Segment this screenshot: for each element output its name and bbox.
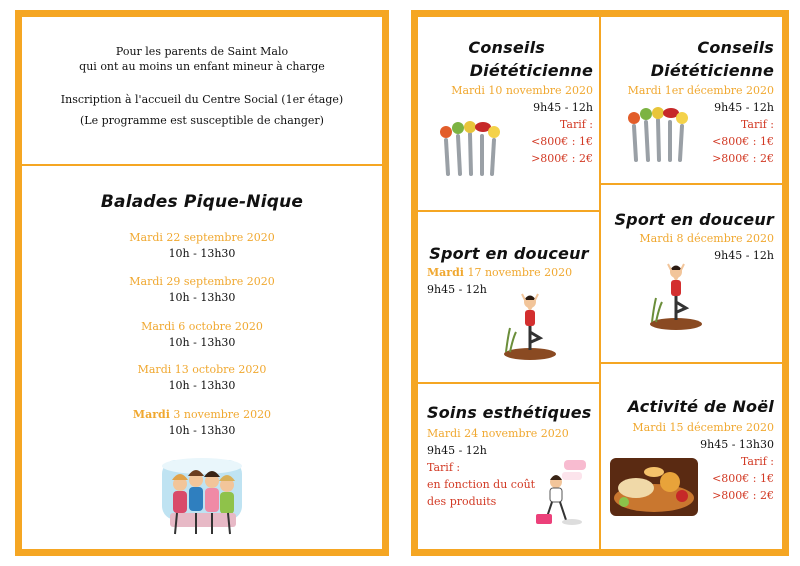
soins-desc-2: des produits bbox=[427, 495, 497, 508]
yoga-woman-illustration bbox=[500, 292, 558, 362]
balade-item bbox=[22, 363, 382, 408]
conseils-tarif: Tarif : bbox=[559, 118, 593, 131]
balade-date-day: Mardi bbox=[132, 408, 170, 421]
conseils-date: Mardi 10 novembre 2020 bbox=[451, 84, 593, 97]
sport-date: Mardi 8 décembre 2020 bbox=[639, 232, 774, 245]
noel-tarif: Tarif : bbox=[740, 455, 774, 468]
balade-time: 10h - 13h30 bbox=[168, 247, 236, 260]
divider-l2 bbox=[418, 382, 600, 384]
balade-time: 10h - 13h30 bbox=[168, 336, 236, 349]
right-center-divider bbox=[599, 17, 601, 549]
sport-info-2 bbox=[602, 232, 774, 262]
balade-item bbox=[22, 275, 382, 320]
intro-line1: Pour les parents de Saint Malo bbox=[115, 45, 289, 58]
conseils-title-2: Diététicienne bbox=[650, 61, 774, 80]
divider-l1 bbox=[418, 210, 600, 212]
balades-title: Balades Pique-Nique bbox=[100, 192, 304, 212]
conseils-price-high: >800€ : 2€ bbox=[531, 152, 593, 165]
soins-tarif: Tarif : bbox=[427, 461, 461, 474]
sport-date-day: Mardi bbox=[427, 266, 464, 279]
noel-title: Activité de Noël bbox=[627, 397, 774, 416]
divider-r1 bbox=[600, 183, 782, 185]
christmas-meal-illustration bbox=[610, 458, 698, 516]
balade-item bbox=[22, 408, 382, 437]
divider-r2 bbox=[600, 362, 782, 364]
beauty-woman-illustration bbox=[532, 458, 588, 528]
balade-time: 10h - 13h30 bbox=[168, 424, 236, 437]
intro-line2: qui ont au moins un enfant mineur à charge bbox=[79, 60, 325, 73]
soins-date: Mardi 24 novembre 2020 bbox=[427, 427, 569, 440]
conseils-price-low: <800€ : 1€ bbox=[531, 135, 593, 148]
noel-time: 9h45 - 13h30 bbox=[700, 438, 774, 451]
balade-date: Mardi 29 septembre 2020 bbox=[129, 275, 275, 288]
soins-title: Soins esthétiques bbox=[427, 403, 592, 422]
intro-block bbox=[22, 44, 382, 128]
balade-time: 10h - 13h30 bbox=[168, 379, 236, 392]
balade-date: Mardi 13 octobre 2020 bbox=[137, 363, 267, 376]
conseils-date: Mardi 1er décembre 2020 bbox=[627, 84, 774, 97]
program-note: (Le programme est susceptible de changer) bbox=[80, 114, 324, 127]
inscription-text: Inscription à l'accueil du Centre Social (1er étage) bbox=[60, 93, 344, 106]
balade-date: Mardi 6 octobre 2020 bbox=[141, 320, 263, 333]
soins-time: 9h45 - 12h bbox=[427, 444, 487, 457]
vegetable-forks-illustration bbox=[436, 118, 506, 178]
soins-desc-1: en fonction du coût bbox=[427, 478, 536, 491]
noel-price-high: >800€ : 2€ bbox=[712, 489, 774, 502]
conseils-time: 9h45 - 12h bbox=[714, 101, 774, 114]
balade-date: Mardi 22 septembre 2020 bbox=[129, 231, 275, 244]
sport-date: 17 novembre 2020 bbox=[463, 266, 573, 279]
conseils-title-2: Diététicienne bbox=[469, 61, 593, 80]
conseils-title-1: Conseils bbox=[697, 38, 774, 57]
conseils-time: 9h45 - 12h bbox=[533, 101, 593, 114]
sport-time: 9h45 - 12h bbox=[427, 283, 487, 296]
balade-item bbox=[22, 320, 382, 363]
conseils-tarif: Tarif : bbox=[740, 118, 774, 131]
balades-list bbox=[22, 231, 382, 437]
noel-price-low: <800€ : 1€ bbox=[712, 472, 774, 485]
left-divider bbox=[22, 164, 382, 166]
balade-date: 3 novembre 2020 bbox=[169, 408, 272, 421]
sport-title-2: Sport en douceur bbox=[614, 210, 774, 229]
conseils-price-high: >800€ : 2€ bbox=[712, 152, 774, 165]
conseils-price-low: <800€ : 1€ bbox=[712, 135, 774, 148]
balade-time: 10h - 13h30 bbox=[168, 291, 236, 304]
sport-title-1: Sport en douceur bbox=[429, 244, 589, 263]
yoga-woman-illustration bbox=[646, 262, 704, 332]
balade-item bbox=[22, 231, 382, 275]
noel-date: Mardi 15 décembre 2020 bbox=[632, 421, 774, 434]
sport-time: 9h45 - 12h bbox=[714, 249, 774, 262]
picnic-friends-illustration bbox=[160, 456, 244, 536]
vegetable-forks-illustration bbox=[624, 104, 694, 164]
conseils-title-1: Conseils bbox=[468, 38, 545, 57]
